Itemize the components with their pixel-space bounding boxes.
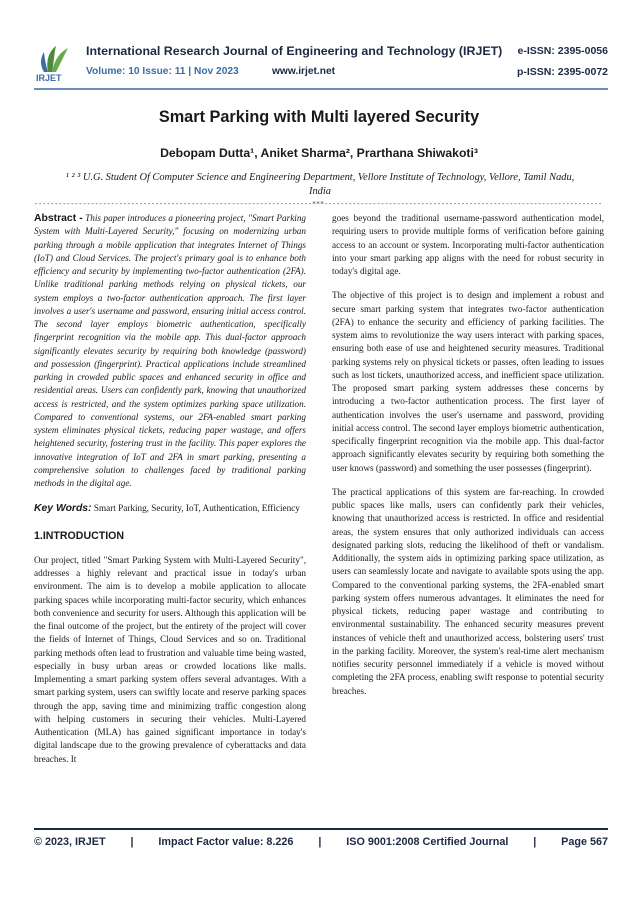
keywords-label: Key Words: [34, 503, 89, 515]
keywords: Key Words: Smart Parking, Security, IoT, Authentication, Efficiency: [34, 503, 300, 515]
abstract-label: Abstract -: [34, 213, 83, 224]
volume-issue: Volume: 10 Issue: 11 | Nov 2023: [86, 66, 239, 77]
keywords-text: Smart Parking, Security, IoT, Authentication, Efficiency: [93, 503, 300, 514]
paper-authors: Debopam Dutta¹, Aniket Sharma², Prarthana Shiwakoti³: [160, 146, 478, 160]
irjet-logo: [34, 42, 82, 82]
footer-divider: |: [130, 836, 134, 848]
intro-paragraph-1-continued: goes beyond the traditional username-password authentication model, requiring users to provide multiple forms of verification before gaining access to an account or system. Incorporating multi-factor authentication into your smart parking app aligns with the need for robust security in today's digital age.: [332, 213, 604, 276]
footer-impact-factor: Impact Factor value: 8.226: [158, 836, 294, 848]
footer-page-number: Page 567: [561, 836, 608, 848]
abstract: [34, 212, 306, 490]
intro-paragraph-1: Our project, titled "Smart Parking System with Multi-Layered Security", addresses a highly relevant and practical issue in today's urban environment. The aim is to develop a mobile application to allocate parking spaces while incorporating multi-factor security, which enhances both convenience and security for users. Although this application will be the final outcome of the project, but the entirety of the project will cover the fields of Internet of Things, Cloud Services and so on. Traditional parking methods often lead to frustration and valuable time being wasted, especially in busy urban areas or crowded locations like malls. Implementing a smart parking system offers several advantages. With a smart parking system, users can swiftly locate and reserve parking spaces through the app, saving time and minimizing traffic congestion along with helping customers in securing their vehicles. Multi-Layered Authentication (MLA) has gained significant importance in today's digital landscape due to the growing prevalence of cyberattacks and data breaches. It: [34, 554, 306, 764]
journal-website-link[interactable]: www.irjet.net: [272, 66, 336, 77]
intro-paragraph-3: The practical applications of this system are far-reaching. In crowded public spaces like malls, users can confidently park their vehicles, knowing that unauthorized access is restricted. In office and residential areas, the system ensures that only authorized individuals can access designated parking slots, reducing the likelihood of theft or vandalism. Additionally, the system aids in optimizing parking space utilization, as users can seamlessly locate and navigate to available spots using the app. Compared to the conventional parking systems, the 2FA-enabled smart parking system offers numerous advantages. It eliminates the need for physical tickets, reducing paper wastage and contributing to environmental sustainability. The enhanced security measures prevent instances of vehicle theft and unauthorized access, bolstering users' trust in the parking facility. Moreover, the system's real-time alert mechanism notifies security personnel immediately if a vehicle is moved without completing the 2FA process, enabling swift response to potential security breaches.: [332, 486, 604, 696]
paper-title: Smart Parking with Multi layered Security: [158, 108, 480, 126]
p-issn: p-ISSN: 2395-0072: [516, 66, 608, 78]
right-column: [332, 212, 604, 709]
e-issn: e-ISSN: 2395-0056: [517, 45, 608, 57]
section-separator: ---------------------------------------------------------------------***---------------------------------------------------------------------: [34, 199, 602, 208]
header-rule: [34, 88, 608, 90]
footer-copyright: © 2023, IRJET: [34, 836, 106, 848]
footer-iso: ISO 9001:2008 Certified Journal: [346, 836, 509, 848]
page-footer: [34, 836, 608, 848]
journal-title: International Research Journal of Engineering and Technology (IRJET): [86, 44, 503, 58]
abstract-text: This paper introduces a pioneering project, "Smart Parking System with Multi-Layered Security," focusing on modernizing urban parking through a mobile application that integrates Internet of Things (IoT) and Cloud Services. The project's primary goal is to enhance both efficiency and security by implementing two-factor authentication (2FA). Unlike traditional parking methods relying on physical tickets, our system employs a two-factor authentication approach. The first layer involves a user's username and password, ensuring initial access control. The second layer employs biometric authentication, specifically fingerprint recognition via the mobile app. This dual-factor approach significantly elevates security by requiring both knowledge (password) and possession (fingerprint). Practical applications include streamlined parking in crowded public spaces and enhanced security in office and residential areas. Users can confidently park, knowing that unauthorized access is restricted, and the system optimizes parking space utilization. Compared to conventional systems, our 2FA-enabled smart parking system eliminates physical tickets, reducing paper wastage, and offers heightened security, fostering trust in the facility. This paper explores the innovative integration of IoT and 2FA in smart parking, presenting a comprehensive solution to challenges faced by traditional parking methods in the digital age.: [34, 213, 307, 488]
section-heading-introduction: 1.INTRODUCTION: [34, 529, 125, 542]
author-affiliation: ¹ ² ³ U.G. Student Of Computer Science and Engineering Department, Vellore Institute of Technology, Vellore, Tamil Nadu, India: [65, 172, 575, 197]
left-column: [34, 212, 306, 777]
footer-rule: [34, 828, 608, 830]
journal-header: [34, 44, 608, 86]
footer-divider: |: [318, 836, 322, 848]
intro-paragraph-2: The objective of this project is to design and implement a robust and secure smart parking system that integrates two-factor authentication (2FA) to enhance the security and efficiency of parking facilities. The system aims to revolutionize the way users interact with parking spaces, ensuring both ease of use and heightened security measures. Traditional parking systems rely on physical tickets or passes, often leading to issues such as lost tickets, unauthorized access, and inefficient space utilization. The proposed smart parking system addresses these concerns by introducing a two-factor authentication process. The first layer of authentication involves the user's username and password, providing initial access control. The second layer employs biometric authentication, specifically fingerprint recognition via the mobile app. This dual-factor approach significantly elevates security by requiring both something the user knows (password) and something the user possesses (fingerprint).: [332, 290, 604, 473]
footer-divider: |: [533, 836, 537, 848]
logo-text: IRJET: [36, 73, 62, 82]
